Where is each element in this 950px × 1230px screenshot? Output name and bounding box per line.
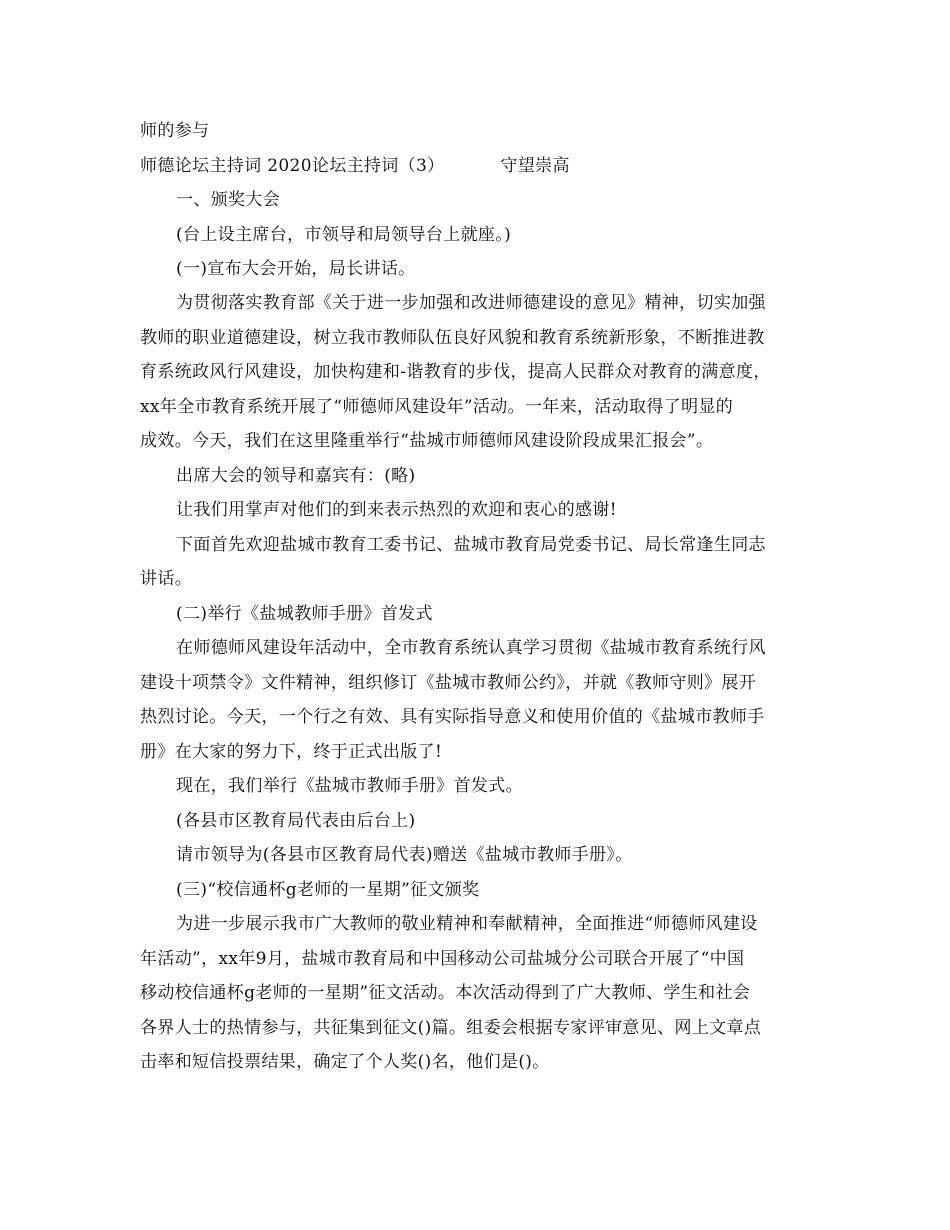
paragraph-line: 下面首先欢迎盐城市教育工委书记、盐城市教育局党委书记、局长常逢生同志 <box>176 535 766 555</box>
paragraph-line: 让我们用掌声对他们的到来表示热烈的欢迎和衷心的感谢! <box>176 500 617 520</box>
paragraph-line: 为贯彻落实教育部《关于进一步加强和改进师德建设的意见》精神，切实加强 <box>176 293 766 313</box>
stage-note: (台上设主席台，市领导和局领导台上就座。) <box>176 225 512 245</box>
paragraph-line: 教师的职业道德建设，树立我市教师队伍良好风貌和教育系统新形象，不断推进教 <box>140 328 765 348</box>
paragraph-line: 册》在大家的努力下，终于正式出版了! <box>140 742 443 762</box>
paragraph-line: 各界人士的热情参与，共征集到征文()篇。组委会根据专家评审意见、网上文章点 <box>140 1018 762 1038</box>
title-main: 师德论坛主持词 2020论坛主持词（3） <box>140 156 445 176</box>
paragraph-line: 现在，我们举行《盐城市教师手册》首发式。 <box>176 776 523 796</box>
paragraph-line: 年活动”，xx年9月，盐城市教育局和中国移动公司盐城分公司联合开展了“中国 <box>140 949 745 969</box>
paragraph-line: 击率和短信投票结果，确定了个人奖()名，他们是()。 <box>140 1052 550 1072</box>
paragraph-line: 为进一步展示我市广大教师的敬业精神和奉献精神，全面推进“师德师风建设 <box>176 914 758 934</box>
paragraph-line: 建设十项禁令》文件精神，组织修订《盐城市教师公约》，并就《教师守则》展开 <box>140 673 757 693</box>
stage-note: (各县市区教育局代表由后台上) <box>176 811 416 831</box>
paragraph-line: 讲话。 <box>140 569 193 589</box>
paragraph-line: 移动校信通杯g老师的一星期”征文活动。本次活动得到了广大教师、学生和社会 <box>140 983 751 1003</box>
paragraph-line: xx年全市教育系统开展了“师德师风建设年”活动。一年来，活动取得了明显的 <box>140 397 734 417</box>
paragraph-line: 育系统政风行风建设，加快构建和-谐教育的步伐，提高人民群众对教育的满意度， <box>140 362 771 382</box>
text-line: 师的参与 <box>140 121 210 141</box>
paragraph-line: 热烈讨论。今天，一个行之有效、具有实际指导意义和使用价值的《盐城市教师手 <box>140 707 765 727</box>
subsection-heading: (二)举行《盐城教师手册》首发式 <box>176 604 433 624</box>
paragraph-line: 在师德师风建设年活动中，全市教育系统认真学习贯彻《盐城市教育系统行风 <box>176 638 766 658</box>
paragraph-line: 出席大会的领导和嘉宾有：(略) <box>176 466 416 486</box>
subsection-heading: (三)“校信通杯g老师的一星期”征文颁奖 <box>176 880 480 900</box>
title-suffix: 守望崇高 <box>500 156 570 176</box>
paragraph-line: 请市领导为(各县市区教育局代表)赠送《盐城市教师手册》。 <box>176 845 633 865</box>
document-title <box>140 155 820 177</box>
subsection-heading: (一)宣布大会开始，局长讲话。 <box>176 259 416 279</box>
paragraph-line: 成效。今天，我们在这里隆重举行“盐城市师德师风建设阶段成果汇报会”。 <box>140 431 714 451</box>
section-heading: 一、颁奖大会 <box>176 190 281 210</box>
